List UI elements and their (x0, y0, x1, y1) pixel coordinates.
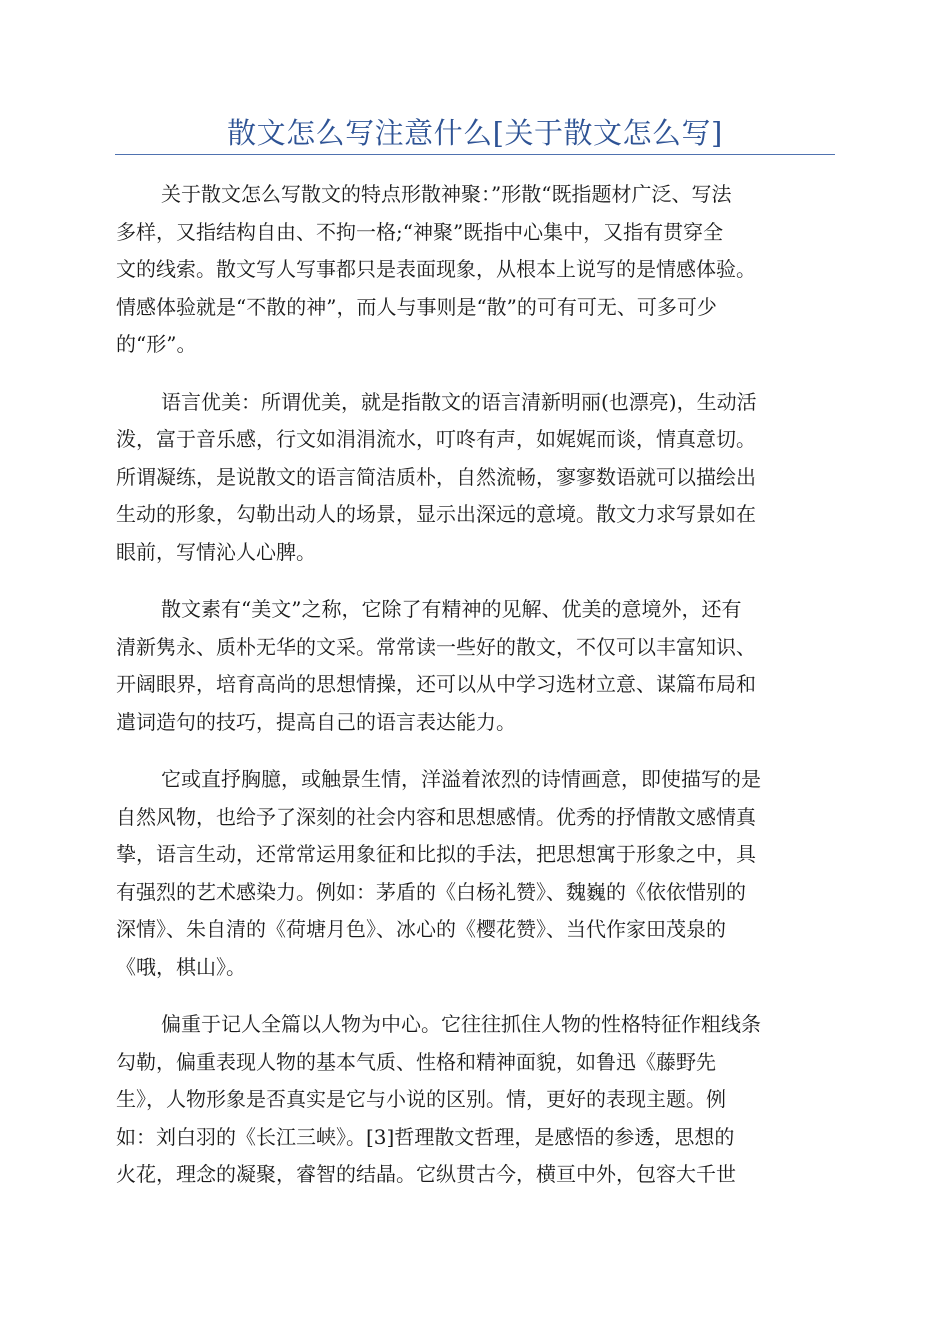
paragraph-line: 多样，又指结构自由、不拘一格;“神聚”既指中心集中，又指有贯穿全 (116, 219, 724, 244)
paragraph-line: 自然风物，也给予了深刻的社会内容和思想感情。优秀的抒情散文感情真 (116, 804, 756, 829)
paragraph-line: 情感体验就是“不散的神”，而人与事则是“散”的可有可无、可多可少 (116, 294, 717, 319)
paragraph-line: 勾勒，偏重表现人物的基本气质、性格和精神面貌，如鲁迅《藤野先 (116, 1049, 716, 1074)
paragraph-line: 的“形”。 (116, 332, 197, 356)
paragraph-3 (116, 591, 836, 741)
paragraph-line: 偏重于记人全篇以人物为中心。它往往抓住人物的性格特征作粗线条 (161, 1012, 761, 1036)
paragraph-line: 遣词造句的技巧，提高自己的语言表达能力。 (116, 709, 516, 734)
paragraph-line: 眼前，写情沁人心脾。 (116, 539, 316, 564)
document-title: 散文怎么写注意什么[关于散文怎么写] (227, 116, 723, 150)
paragraph-line: 《哦，棋山》。 (116, 954, 246, 979)
paragraph-2 (116, 384, 836, 572)
paragraph-5 (116, 1006, 836, 1194)
paragraph-line: 生》，人物形象是否真实是它与小说的区别。情，更好的表现主题。例 (116, 1087, 726, 1111)
paragraph-4 (116, 761, 836, 986)
paragraph-line: 火花，理念的凝聚，睿智的结晶。它纵贯古今，横亘中外，包容大千世 (116, 1162, 736, 1186)
paragraph-line: 如：刘白羽的《长江三峡》。[3]哲理散文哲理，是感悟的参透，思想的 (116, 1124, 735, 1149)
paragraph-line: 生动的形象，勾勒出动人的场景，显示出深远的意境。散文力求写景如在 (116, 502, 756, 526)
paragraph-line: 挚，语言生动，还常常运用象征和比拟的手法，把思想寓于形象之中，具 (116, 842, 756, 866)
paragraph-line: 清新隽永、质朴无华的文采。常常读一些好的散文，不仅可以丰富知识、 (116, 634, 756, 659)
paragraph-line: 文的线索。散文写人写事都只是表面现象，从根本上说写的是情感体验。 (116, 257, 756, 281)
paragraph-line: 深情》、朱自清的《荷塘月色》、冰心的《樱花赞》、当代作家田茂泉的 (116, 917, 726, 941)
paragraph-line: 散文素有“美文”之称，它除了有精神的见解、优美的意境外，还有 (161, 597, 742, 621)
paragraph-line: 开阔眼界，培育高尚的思想情操，还可以从中学习选材立意、谋篇布局和 (116, 672, 756, 696)
title-underline (115, 154, 835, 155)
paragraph-line: 泼，富于音乐感，行文如涓涓流水，叮咚有声，如娓娓而谈，情真意切。 (116, 427, 756, 451)
document-body (116, 176, 836, 1214)
paragraph-line: 有强烈的艺术感染力。例如：茅盾的《白杨礼赞》、魏巍的《依依惜别的 (116, 879, 746, 904)
paragraph-line: 所谓凝练，是说散文的语言简洁质朴，自然流畅，寥寥数语就可以描绘出 (116, 464, 756, 489)
paragraph-line: 语言优美：所谓优美，就是指散文的语言清新明丽(也漂亮)，生动活 (161, 389, 757, 414)
paragraph-1 (116, 176, 836, 364)
paragraph-line: 关于散文怎么写散文的特点形散神聚：”形散“既指题材广泛、写法 (161, 182, 732, 206)
paragraph-line: 它或直抒胸臆，或触景生情，洋溢着浓烈的诗情画意，即使描写的是 (161, 767, 761, 791)
